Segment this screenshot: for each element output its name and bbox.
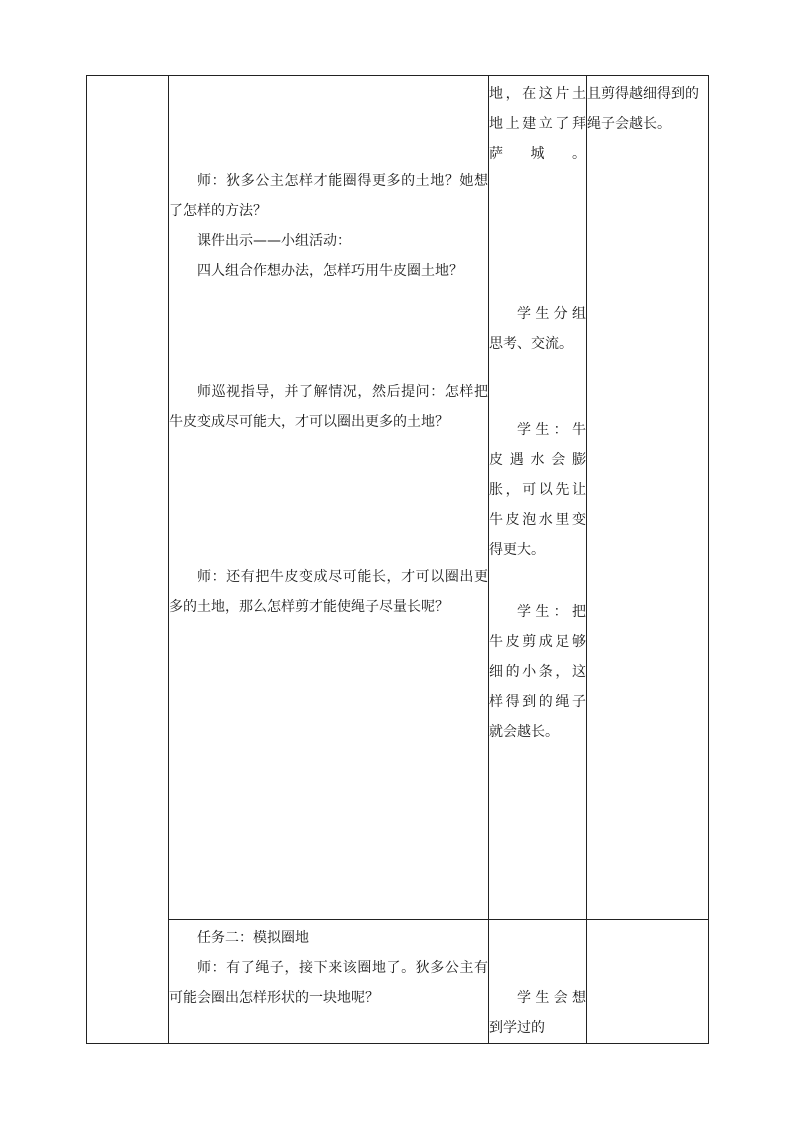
teacher-activity-cell [169,920,489,1044]
teacher-text: 师：有了绳子，接下来该圈地了。狄多公主有可能会圈出怎样形状的一块地呢？ [169,960,488,1006]
task-title: 任务二：模拟圈地 [197,930,309,946]
design-intent-cell [587,76,709,920]
table-row [87,920,709,1044]
student-text: 学生分组思考、交流。 [489,306,586,352]
lesson-plan-table [86,75,709,1044]
intent-text: 且剪得越细得到的绳子会越长。 [587,86,699,132]
student-activity-cell [489,920,587,1044]
teacher-text: 师：还有把牛皮变成尽可能长，才可以圈出更多的土地，那么怎样剪才能使绳子尽量长呢？ [169,569,488,615]
table-row [87,76,709,920]
teacher-text: 师：狄多公主怎样才能圈得更多的土地？她想了怎样的方法？ [169,173,488,219]
student-text: 学生：牛皮遇水会膨胀，可以先让牛皮泡水里变得更大。 [489,422,586,558]
student-activity-cell [489,76,587,920]
stage-cell [87,76,169,1044]
design-intent-cell [587,920,709,1044]
teacher-activity-cell [169,76,489,920]
student-text: 学生：把牛皮剪成足够细的小条，这样得到的绳子就会越长。 [489,604,586,740]
teacher-text: 师巡视指导，并了解情况，然后提问：怎样把牛皮变成尽可能大，才可以圈出更多的土地？ [169,384,488,430]
student-text: 地，在这片土地上建立了拜萨城。 [489,86,586,162]
student-text: 学生会想到学过的 [489,990,586,1036]
teacher-text: 四人组合作想办法，怎样巧用牛皮圈土地？ [197,263,463,279]
teacher-text: 课件出示——小组活动： [197,233,351,249]
